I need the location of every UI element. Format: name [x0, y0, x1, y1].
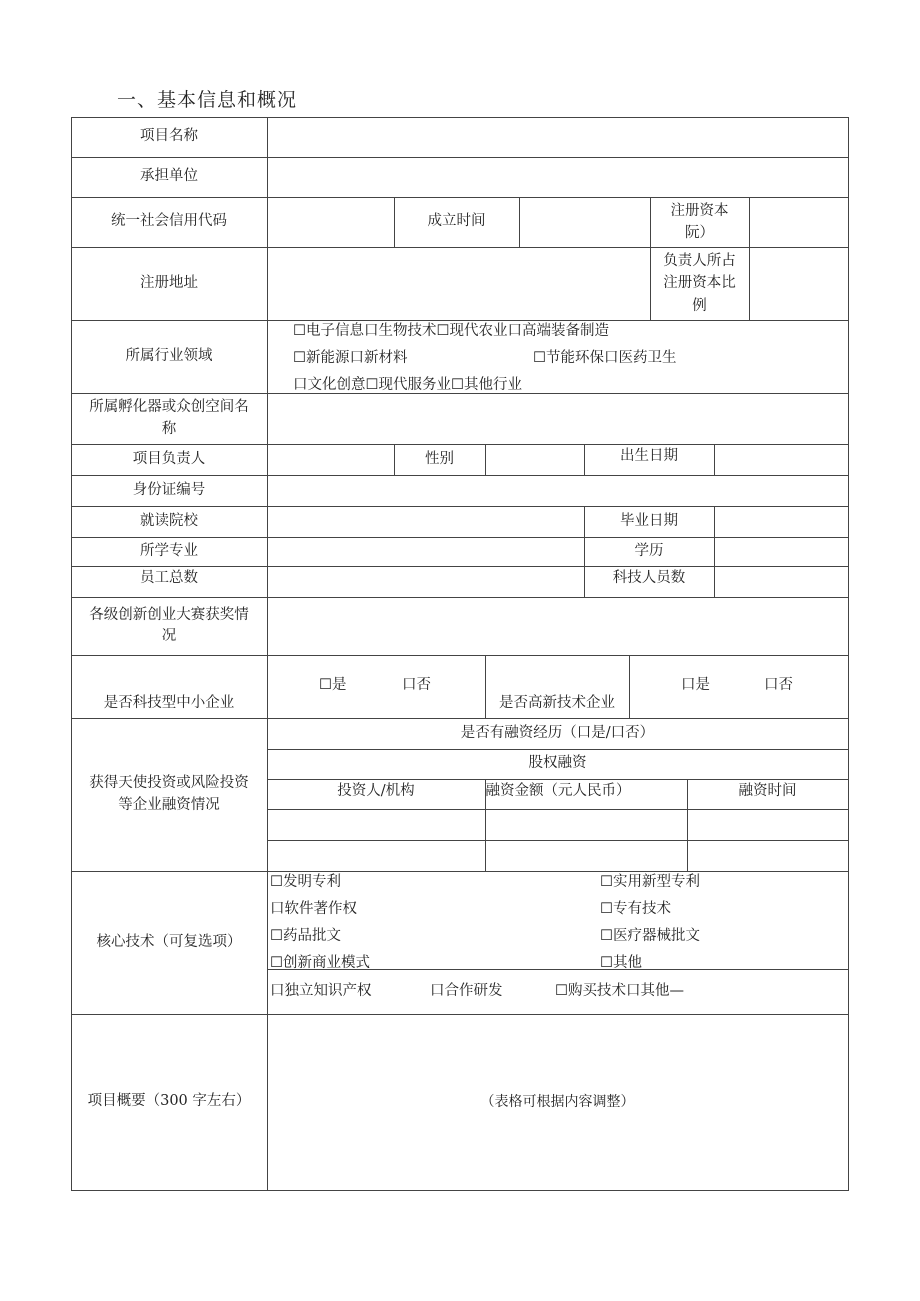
field-address[interactable]	[267, 247, 651, 321]
label-school: 就读院校	[71, 506, 268, 538]
label-incubator: 所属孵化器或众创空间名 称	[71, 393, 268, 445]
field-incubator[interactable]	[267, 393, 849, 445]
ip-independent[interactable]: 口独立知识产权	[270, 983, 372, 999]
label-awards: 各级创新创业大赛获奖情 况	[71, 597, 268, 656]
field-credit-code[interactable]	[267, 197, 395, 248]
core-utility-patent[interactable]: ☐实用新型专利	[600, 874, 700, 890]
field-birth[interactable]	[714, 444, 849, 476]
label-registered-capital: 注册资本 阮）	[650, 197, 750, 248]
label-id-number: 身份证编号	[71, 475, 268, 507]
label-grad-date: 毕业日期	[584, 506, 715, 538]
label-address: 注册地址	[71, 247, 268, 321]
field-id-number[interactable]	[267, 475, 849, 507]
label-leader: 项目负责人	[71, 444, 268, 476]
field-established[interactable]	[519, 197, 651, 248]
field-owner-ratio[interactable]	[749, 247, 849, 321]
core-device-approval[interactable]: ☐医疗器械批文	[600, 928, 700, 944]
field-registered-capital[interactable]	[749, 197, 849, 248]
col-amount: 融资金额（元人民币）	[485, 779, 688, 810]
funding-row-1-amount[interactable]	[485, 809, 688, 841]
field-project-name[interactable]	[267, 117, 849, 158]
ip-purchase-other[interactable]: ☐购买技术口其他—	[555, 983, 684, 999]
core-business-model[interactable]: ☐创新商业模式	[270, 955, 370, 969]
field-undertaking-unit[interactable]	[267, 157, 849, 198]
label-core-tech: 核心技术（可复选项）	[71, 871, 268, 1015]
field-staff[interactable]	[267, 566, 585, 598]
sme-no-checkbox[interactable]: 口否	[402, 677, 431, 693]
core-other[interactable]: ☐其他	[600, 955, 642, 969]
core-proprietary-tech[interactable]: ☐专有技术	[600, 901, 671, 917]
label-undertaking-unit: 承担单位	[71, 157, 268, 198]
field-summary[interactable]	[267, 1014, 849, 1191]
core-drug-approval[interactable]: ☐药品批文	[270, 928, 341, 944]
label-summary: 项目概要（300 字左右）	[71, 1014, 268, 1191]
high-tech-options-cell	[629, 655, 849, 719]
field-grad-date[interactable]	[714, 506, 849, 538]
label-funding: 获得天使投资或风险投资 等企业融资情况	[71, 718, 268, 872]
industry-options-line-2a[interactable]: ☐新能源口新材料	[293, 350, 408, 366]
core-invention-patent[interactable]: ☐发明专利	[270, 874, 341, 890]
funding-row-2-time[interactable]	[687, 840, 849, 872]
label-gender: 性别	[394, 444, 486, 476]
label-birth: 出生日期	[584, 444, 715, 476]
label-major: 所学专业	[71, 537, 268, 567]
label-degree: 学历	[584, 537, 715, 567]
label-credit-code: 统一社会信用代码	[71, 197, 268, 248]
field-tech-staff[interactable]	[714, 566, 849, 598]
field-degree[interactable]	[714, 537, 849, 567]
sme-yes-checkbox[interactable]: ☐是	[319, 677, 347, 693]
sme-options-cell	[267, 655, 486, 719]
funding-row-1-time[interactable]	[687, 809, 849, 841]
label-staff: 员工总数	[71, 566, 268, 598]
funding-row-1-investor[interactable]	[267, 809, 486, 841]
core-software-copyright[interactable]: 口软件著作权	[270, 901, 357, 917]
equity-financing-header: 股权融资	[267, 749, 849, 780]
field-gender[interactable]	[485, 444, 585, 476]
field-major[interactable]	[267, 537, 585, 567]
industry-options-line-1[interactable]: ☐电子信息口生物技术☐现代农业口高端装备制造	[293, 323, 609, 339]
field-leader[interactable]	[267, 444, 395, 476]
summary-hint: （表格可根据内容调整）	[480, 1093, 635, 1110]
col-time: 融资时间	[687, 779, 849, 810]
field-awards[interactable]	[267, 597, 849, 656]
label-owner-ratio: 负责人所占 注册资本比 例	[650, 247, 750, 321]
label-industry: 所属行业领域	[71, 320, 268, 394]
funding-row-2-amount[interactable]	[485, 840, 688, 872]
section-title: 一、基本信息和概况	[117, 89, 298, 111]
label-high-tech: 是否高新技术企业	[485, 655, 630, 719]
industry-options-line-3[interactable]: 口文化创意☐现代服务业☐其他行业	[293, 377, 522, 393]
funding-history[interactable]: 是否有融资经历（口是/口否）	[267, 718, 849, 750]
funding-row-2-investor[interactable]	[267, 840, 486, 872]
high-tech-no-checkbox[interactable]: 口否	[764, 677, 793, 693]
high-tech-yes-checkbox[interactable]: 口是	[681, 677, 710, 693]
label-sme: 是否科技型中小企业	[71, 655, 268, 719]
col-investor: 投资人/机构	[267, 779, 486, 810]
field-school[interactable]	[267, 506, 585, 538]
ip-cooperative[interactable]: 口合作研发	[430, 983, 503, 999]
label-project-name: 项目名称	[71, 117, 268, 158]
label-tech-staff: 科技人员数	[584, 566, 715, 598]
label-established: 成立时间	[394, 197, 520, 248]
industry-options-line-2b[interactable]: ☐节能环保口医药卫生	[533, 350, 677, 366]
